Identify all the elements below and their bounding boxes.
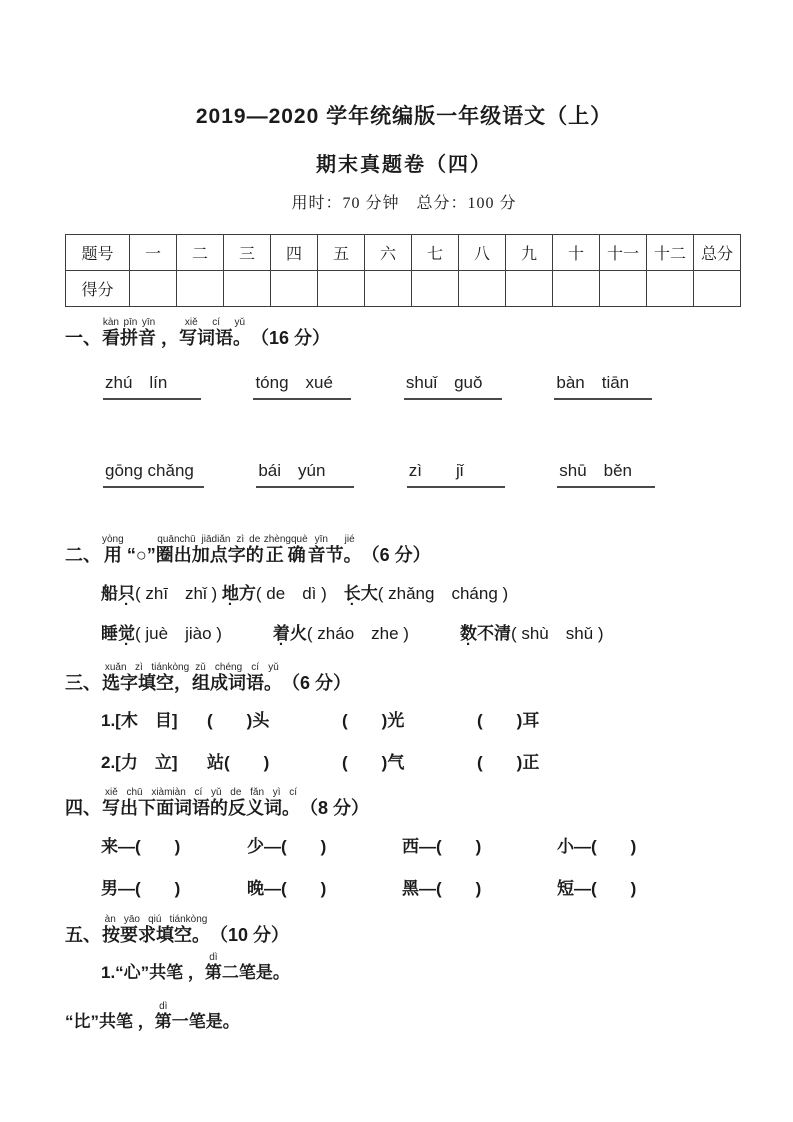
question-line [65, 874, 743, 899]
question-line [65, 748, 743, 773]
section-5-title [65, 914, 743, 947]
section-3 [65, 662, 743, 774]
score-table-header-cell: 五 [318, 235, 365, 271]
question-line [65, 706, 743, 731]
antonym-item: 男—( ) [101, 878, 181, 898]
score-cell [412, 271, 459, 307]
page-title: 2019—2020 学年统编版一年级语文（上） [195, 105, 613, 128]
pinyin-item: bái yún [256, 454, 354, 488]
score-table-header-cell: 八 [459, 235, 506, 271]
score-table-header-cell: 四 [271, 235, 318, 271]
choice-group: 1.[木 目] [101, 711, 178, 731]
pinyin-item: zì jǐ [407, 454, 505, 488]
score-cell [506, 271, 553, 307]
section-3-number: 三、 [65, 672, 101, 693]
section-3-title-text: 选字填空，xuǎn zì tiánkòng组成词语。zǔ chéng cí yǔ（6 分） [102, 661, 352, 693]
pinyin-item: zhú lín [103, 366, 201, 400]
question-line [65, 832, 743, 857]
score-cell [647, 271, 694, 307]
question-line: 船只( zhī zhǐ ) 地方( de dì ) 长大( zhǎng cháng ) [101, 584, 509, 603]
score-label-cell: 得分 [66, 271, 130, 307]
section-5-title-text: 按要求填空。àn yāo qiú tiánkòng（10 分） [102, 913, 290, 945]
antonym-item: 短—( ) [557, 878, 637, 898]
pinyin-item: gōng chǎng [103, 459, 204, 488]
section-3-title [65, 662, 743, 695]
pinyin-item: shuǐ guǒ [404, 366, 502, 400]
section-2-title-text: 用yòng “○”圈出加点字quānchū jiādiǎn zì的de正确zhèngquè音节。yīn jié（6 分） [102, 533, 431, 565]
score-table-header-cell: 一 [130, 235, 177, 271]
score-cell [694, 271, 741, 307]
question-line: 1.“心”共笔 ，第dì二笔是。 [101, 952, 290, 983]
score-table-header-cell: 七 [412, 235, 459, 271]
section-2-number: 二、 [65, 544, 101, 565]
page-subtitle: 期末真题卷（四） [316, 154, 492, 176]
section-2 [65, 534, 743, 646]
section-5-number: 五、 [65, 924, 101, 945]
antonym-item: 黑—( ) [402, 878, 482, 898]
section-5 [65, 914, 743, 1034]
blank-item: ( )光 [342, 711, 405, 731]
section-2-title [65, 534, 743, 567]
antonym-item: 小—( ) [557, 836, 637, 856]
score-table-header-cell: 十 [553, 235, 600, 271]
score-cell [177, 271, 224, 307]
exam-meta: 用时：70 分钟 总分：100 分 [291, 195, 517, 212]
score-cell [459, 271, 506, 307]
score-cell [271, 271, 318, 307]
section-4-number: 四、 [65, 798, 101, 819]
antonym-item: 来—( ) [101, 836, 181, 856]
blank-item: 站( ) [207, 753, 270, 773]
section-1-title [65, 317, 743, 350]
antonym-item: 西—( ) [402, 836, 482, 856]
score-table-score-row [66, 271, 741, 307]
question-line: 睡觉( juè jiào ) 着火( zháo zhe ) 数不清( shù shǔ ) [101, 623, 604, 643]
score-cell [553, 271, 600, 307]
score-table-header-cell: 十一 [600, 235, 647, 271]
score-cell [318, 271, 365, 307]
blank-item: ( )头 [207, 711, 270, 731]
score-cell [365, 271, 412, 307]
pinyin-item: tóng xué [253, 366, 351, 400]
score-cell [130, 271, 177, 307]
pinyin-item: bàn tiān [554, 366, 652, 400]
section-4 [65, 787, 743, 899]
score-table-header-cell: 十二 [647, 235, 694, 271]
section-4-title-text: 写出下面词语的反义词。xiě chū xiàmiàn cí yǔ de fǎn yì cí（8 分） [102, 787, 370, 819]
section-4-title [65, 787, 743, 820]
score-table-header-cell: 二 [177, 235, 224, 271]
score-table-header-cell: 三 [224, 235, 271, 271]
score-cell [600, 271, 647, 307]
section-1 [65, 317, 743, 488]
score-table-header-cell: 六 [365, 235, 412, 271]
pinyin-row-1 [65, 366, 743, 400]
section-1-number: 一、 [65, 328, 101, 348]
pinyin-row-2 [65, 454, 743, 488]
section-1-title-text: 看拼音kàn pīn yīn ，写词语。xiě cí yǔ（16 分） [102, 317, 331, 348]
score-table-header-cell: 题号 [66, 235, 130, 271]
choice-group: 2.[力 立] [101, 753, 178, 773]
blank-item: ( )正 [477, 753, 540, 773]
score-table-header-row [66, 235, 741, 271]
antonym-item: 少—( ) [247, 836, 327, 856]
score-table-header-cell: 九 [506, 235, 553, 271]
pinyin-item: shū běn [557, 454, 655, 488]
question-line: “比”共笔 ，第dì一笔是。 [65, 1001, 240, 1032]
blank-item: ( )气 [342, 753, 405, 773]
score-cell [224, 271, 271, 307]
antonym-item: 晚—( ) [247, 878, 327, 898]
score-table [65, 234, 741, 307]
blank-item: ( )耳 [477, 711, 540, 731]
score-table-header-cell: 总分 [694, 235, 741, 271]
